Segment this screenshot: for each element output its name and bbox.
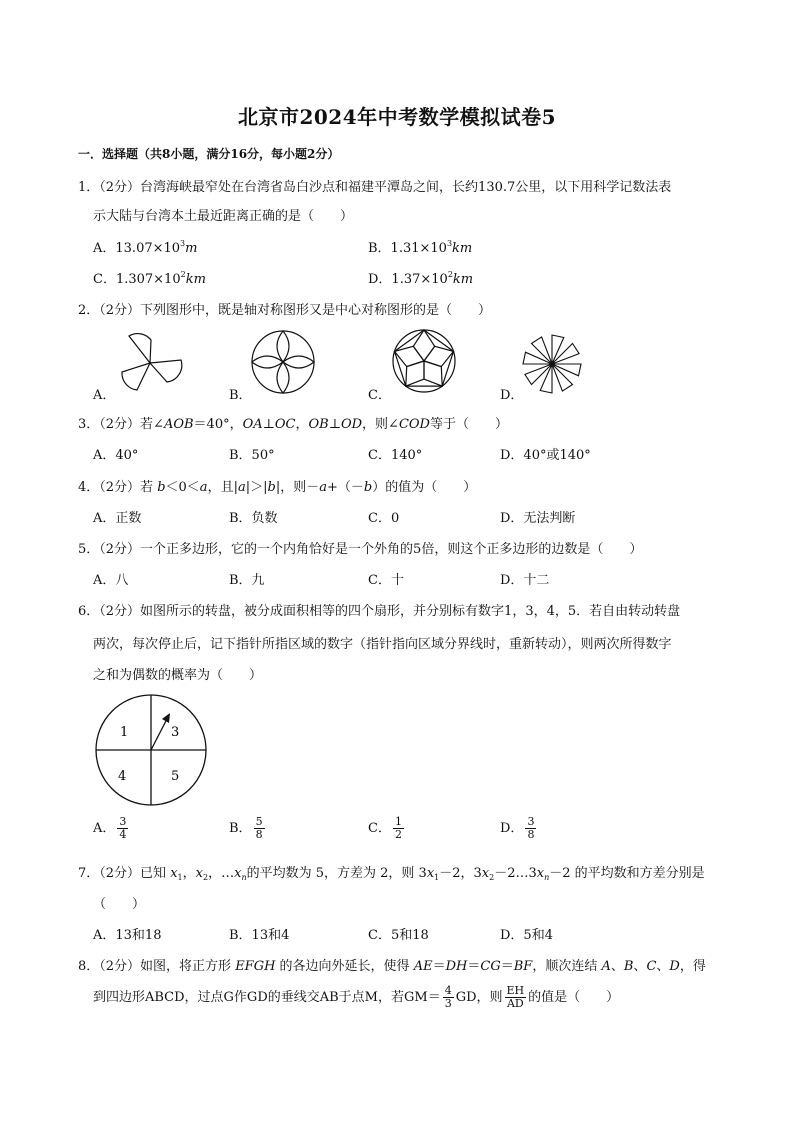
q6-option-b[interactable]: B． $\frac{5}{8}$	[229, 815, 263, 841]
q2-option-d[interactable]: D．	[500, 388, 524, 403]
q4-stem: 4．（2分）若 b＜0＜a，且|a|＞|b|，则－a+（－b）的值为（ ）	[78, 480, 477, 495]
page-title: 北京市2024年中考数学模拟试卷5	[237, 105, 557, 129]
eight-blade-figure-d	[521, 333, 583, 395]
q2-stem: 2．（2分）下列图形中，既是轴对称图形又是中心对称图形的是（ ）	[78, 303, 492, 318]
q8-stem-line1: 8．（2分）如图，将正方形 EFGH 的各边向外延长，使得 AE＝DH＝CG＝BF，顺次连结 A、B、C、D，得	[78, 959, 706, 974]
spinner-label-1: 1	[120, 725, 129, 740]
q6-stem-line3: 之和为偶数的概率为（ ）	[93, 668, 263, 683]
q2-option-a[interactable]: A．	[93, 388, 116, 403]
q2-option-b[interactable]: B．	[229, 388, 252, 403]
q7-option-d[interactable]: D．5和4	[500, 928, 553, 943]
q1-stem-line2: 示大陆与台湾本土最近距离正确的是（ ）	[93, 209, 354, 224]
q3-option-d[interactable]: D．40°或140°	[500, 448, 591, 463]
q5-stem: 5．（2分）一个正多边形，它的一个内角恰好是一个外角的5倍，则这个正多边形的边数是（ ）	[78, 542, 643, 557]
q3-option-b[interactable]: B．50°	[229, 448, 275, 463]
q6-stem-line1: 6．（2分）如图所示的转盘，被分成面积相等的四个扇形，并分别标有数字1，3，4，5．若自由转动转盘	[78, 604, 681, 619]
q6-option-c[interactable]: C． $\frac{1}{2}$	[368, 815, 402, 841]
spinner-figure	[95, 694, 207, 806]
pinwheel-figure-a	[115, 330, 185, 395]
q3-stem: 3．（2分）若∠AOB＝40°，OA⊥OC，OB⊥OD，则∠COD等于（ ）	[78, 417, 508, 432]
q7-option-b[interactable]: B．13和4	[229, 928, 290, 943]
spinner-label-4: 4	[118, 769, 127, 784]
q6-option-d[interactable]: D． $\frac{3}{8}$	[500, 815, 535, 841]
q7-stem-line1: 7．（2分）已知 $x_1$，$x_2$，$\dots x_n$的平均数为 5，方差为 2，则 $3x_1-2$，$3x_2-2\dots 3x_n-2$ 的平均数和方差分别是	[78, 866, 705, 882]
q1-option-c[interactable]: C．$1.307\times 10^2km$	[93, 270, 206, 287]
q2-option-c[interactable]: C．	[368, 388, 391, 403]
q1-option-d[interactable]: D．$1.37\times 10^2km$	[368, 270, 474, 287]
q3-option-a[interactable]: A．40°	[93, 448, 139, 463]
q6-stem-line2: 两次，每次停止后，记下指针所指区域的数字（指针指向区域分界线时，重新转动），则两次所得数字	[93, 637, 672, 652]
q5-option-c[interactable]: C．十	[368, 573, 404, 588]
q3-option-c[interactable]: C．140°	[368, 448, 423, 463]
q1-option-b[interactable]: B．$1.31\times 10^3km$	[368, 239, 473, 256]
q5-option-a[interactable]: A．八	[93, 573, 129, 588]
petal-circle-figure-b	[250, 329, 316, 395]
section-heading: 一．选择题（共8小题，满分16分，每小题2分）	[78, 147, 340, 161]
q7-stem-line2: （ ）	[93, 897, 146, 912]
q4-option-d[interactable]: D．无法判断	[500, 511, 576, 526]
q5-option-d[interactable]: D．十二	[500, 573, 550, 588]
q4-option-c[interactable]: C．0	[368, 511, 400, 526]
spinner-label-3: 3	[171, 725, 180, 740]
q5-option-b[interactable]: B．九	[229, 573, 265, 588]
q8-stem-line2: 到四边形ABCD，过点G作GD的垂线交AB于点M，若GM＝ $\frac{4}{3}$ GD，则 $\frac{EH}{AD}$ 的值是（ ）	[93, 984, 620, 1010]
star-pentagon-figure-c	[391, 328, 457, 394]
q7-option-c[interactable]: C．5和18	[368, 928, 429, 943]
q1-option-a[interactable]: A．$13.07\times 10^3m$	[93, 239, 198, 256]
spinner-label-5: 5	[171, 769, 180, 784]
q4-option-a[interactable]: A．正数	[93, 511, 142, 526]
q4-option-b[interactable]: B．负数	[229, 511, 278, 526]
q1-stem-line1: 1．（2分）台湾海峡最窄处在台湾省岛白沙点和福建平潭岛之间，长约130.7公里，以下用科学记数法表	[78, 180, 672, 195]
q6-option-a[interactable]: A． $\frac{3}{4}$	[93, 815, 127, 841]
q7-option-a[interactable]: A．13和18	[93, 928, 162, 943]
